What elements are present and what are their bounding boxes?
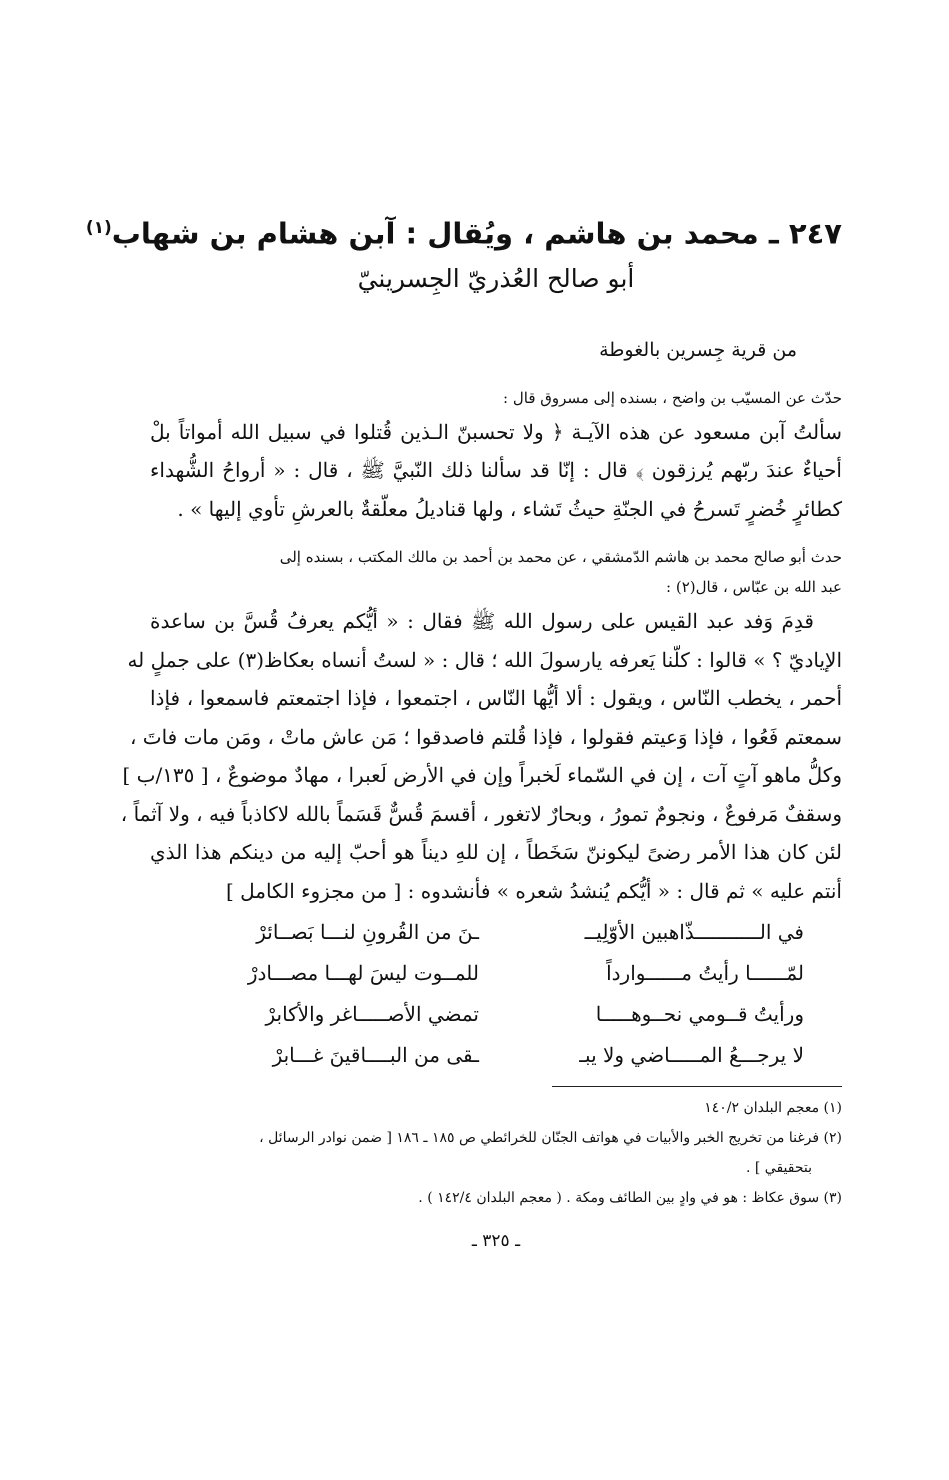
page — [85, 205, 843, 1252]
entry-title — [85, 205, 842, 257]
footnote-continuation: بتحقيقي ] . — [745, 1160, 812, 1177]
text-line: أحياءٌ عندَ ربّهم يُرزقون ﴾ قال : إنّا قد سألنا ذلك النّبيَّ ﷺ ، قال : « أرواحُ الشُّهداء — [150, 458, 842, 483]
entry-origin: من قرية جِسرين بالغوطة — [599, 338, 797, 361]
text-line: وكلُّ ماهو آتٍ آت ، إن في السّماء لَخبراً وإن في الأرض لَعبرا ، مهادٌ موضوعٌ ، [ ١٣٥/ب ] — [122, 763, 842, 788]
footnote: (٢) فرغنا من تخريج الخبر والأبيات في هواتف الجنّان للخرائطي ص ١٨٥ ـ ١٨٦ [ ضمن نوادر الرسائل ، — [259, 1130, 842, 1147]
poem-verse — [150, 912, 842, 953]
heading-footnote-ref: (١) — [85, 218, 112, 238]
text-line: لئن كان هذا الأمر رضىً ليكوننّ سَخَطاً ، إن للهِ ديناً هو أحبّ إليه من دينكم هذا الذي — [150, 840, 843, 865]
poem-verse — [150, 953, 842, 994]
isnad-line: حدّث عن المسيّب بن واضح ، بسنده إلى مسروق قال : — [503, 388, 842, 407]
verse-second-hemistich: تمضي الأصـــــاغر والأكابرْ — [265, 1002, 479, 1027]
poem-verse — [150, 1035, 842, 1076]
text-line: سمعتم فَعُوا ، فإذا وَعيتم فقولوا ، فإذا قُلتم فاصدقوا ؛ مَن عاش ماتْ ، ومَن مات فاتَ ، — [129, 724, 842, 749]
verse-first-hemistich: لا يرجـــعُ المـــــاضي ولا يبـ — [579, 1043, 804, 1068]
text-line: وسقفٌ مَرفوعٌ ، ونجومٌ تمورُ ، وبحارٌ لاتغور ، أقسمَ قُسٌّ قَسَماً بالله لاكاذباً فيه ، ولا آثماً ، — [120, 801, 842, 826]
footnote: (١) معجم البلدان ١٤٠/٢ — [704, 1100, 842, 1117]
text-line: كطائرٍ خُضرٍ تَسرحُ في الجنّةِ حيثُ تَشاء ، ولها قناديلُ معلّقةٌ بالعرشِ تأوي إليها » . — [177, 496, 842, 521]
entry-heading: ـ محمد بن هاشم ، ويُقال : آبن هشام بن شهاب — [111, 216, 779, 251]
text-line: أحمر ، يخطب النّاس ، ويقول : ألا أيُّها النّاس ، اجتمعوا ، فإذا اجتمعتم فاسمعوا ، فإذا — [150, 686, 842, 711]
footnotes — [150, 1093, 842, 1213]
verse-second-hemistich: للمــوت ليسَ لهـــا مصـــادرْ — [247, 961, 479, 986]
text-line: أنتم عليه » ثم قال : « أيُّكم يُنشدُ شعره » فأنشدوه : [ من مجزوء الكامل ] — [225, 878, 842, 903]
poem — [150, 912, 842, 1076]
text-line: سألتُ آبن مسعود عن هذه الآيـة ﴿ ولا تحسبنّ الـذين قُتلوا في سبيل الله أمواتاً بلْ — [150, 419, 842, 444]
verse-second-hemistich: ـنَ من القُرونِ لنـــا بَصــائرْ — [256, 920, 479, 945]
narration-2-text — [120, 602, 843, 910]
entry-subtitle: أبو صالح العُذريّ الجِسرينيّ — [357, 263, 635, 293]
poem-verse — [150, 994, 842, 1035]
page-number: ـ ٣٢٥ ـ — [471, 1231, 521, 1252]
verse-first-hemistich: ورأيتُ قــومي نحــوهـــــا — [595, 1002, 804, 1027]
footnote-divider — [552, 1086, 842, 1087]
isnad-line: عبد الله بن عبّاس ، قال(٢) : — [666, 578, 842, 597]
verse-second-hemistich: ـقى من البــــاقينَ غـــابرْ — [272, 1043, 479, 1068]
narration-1-text — [150, 413, 842, 529]
text-line: الإياديّ ؟ » قالوا : كلّنا يَعرفه يارسولَ الله ؛ قال : « لستُ أنساه بعكاظ(٣) على جملٍ له — [127, 647, 842, 672]
verse-first-hemistich: في الـــــــــــذّاهبين الأوّلِيــ — [584, 920, 804, 945]
isnad-line: حدث أبو صالح محمد بن هاشم الدّمشقي ، عن محمد بن أحمد بن مالك المكتب ، بسنده إلى — [279, 548, 842, 567]
verse-first-hemistich: لمّــــــا رأيتُ مــــــوارداً — [606, 961, 804, 986]
text-line: قدِمَ وَفد عبد القيس على رسول الله ﷺ فقال : « أيُّكم يعرفُ قُسَّ بن ساعدة — [150, 609, 814, 634]
entry-number: ٢٤٧ — [788, 216, 842, 251]
footnote: (٣) سوق عكاظ : هو في وادٍ بين الطائف ومكة . ( معجم البلدان ١٤٢/٤ ) . — [418, 1190, 842, 1207]
